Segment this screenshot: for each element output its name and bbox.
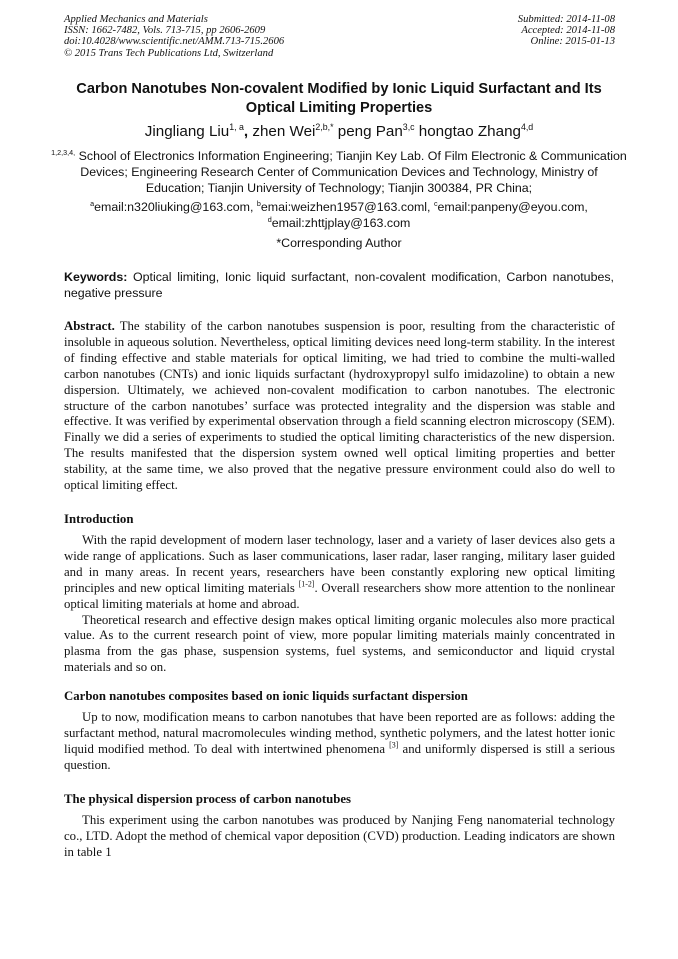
- author-affil-marker: 2,b,*: [315, 121, 334, 132]
- abstract-label: Abstract.: [64, 319, 115, 333]
- section-heading-dispersion: The physical dispersion process of carbon nanotubes: [64, 792, 352, 806]
- email-address[interactable]: emai:weizhen1957@163.coml,: [260, 200, 431, 214]
- section-composites-body: [64, 710, 615, 774]
- author-affil-marker: 4,d: [520, 121, 534, 132]
- section-dispersion-body: [64, 813, 615, 861]
- affiliation-marker: 1,2,3,4,: [51, 147, 76, 157]
- keywords: [64, 269, 614, 301]
- abstract-text: The stability of the carbon nanotubes suspension is poor, resulting from the characteristic of insoluble in aqueous solution. Nevertheless, optical limiting devices need long-term stability. In the interest of finding effective and stable materials for optical limiting, we had tried to combine the multi-walled carbon nanotubes (CNTs) and ionic liquids surfactant (hydroxypropyl sulfo imidazoline) to obtain a new dispersion. Ultimately, we achieved non-covalent modification to carbon nanotubes. The electronic structure of the carbon nanotubes’ surface was protected integrality and the dispersion was stable and effective. It was verified by experimental observation through a field scanning electron microscopy (SEM). Finally we did a series of experiments to studied the optical limiting characteristics of the new dispersion. The results manifested that the dispersion system owned well optical limiting properties and better stability, at the same time, we also proved that the negative pressure environment could also do well to optical limiting effect.: [64, 319, 616, 493]
- citation-ref[interactable]: [3]: [389, 740, 399, 750]
- paragraph-text: and uniformly dispersed is still a serious question.: [64, 741, 616, 772]
- affiliation-text: School of Electronics Information Engineering; Tianjin Key Lab. Of Film Electronic & Communication Devices; Engineering Research Center of Communication Devices and Technology, Ministry of Education; Tianjin University of Technology; Tianjin 300384, PR China;: [78, 149, 627, 195]
- online-date: Online: 2015-01-13: [530, 36, 615, 48]
- email-list: [50, 199, 628, 231]
- author-name: peng Pan: [337, 123, 403, 140]
- section-heading-introduction: Introduction: [64, 512, 134, 526]
- dates-header: [518, 14, 615, 48]
- paragraph: This experiment using the carbon nanotubes was produced by Nanjing Feng nanomaterial technology co., LTD. Adopt the method of chemical vapor deposition (CVD) production. Leading indicators are shown in table 1: [64, 813, 615, 859]
- submitted-date: Submitted: 2014-11-08: [517, 14, 615, 25]
- paragraph-text: Up to now, modification means to carbon nanotubes that have been reported are as follows: adding the surfactant method, natural macromolecules winding method, synthetic polymers, and the latest hotter ionic liquid modified method. To deal with intertwined phenomena: [64, 710, 615, 756]
- author-affil-marker: 1, a: [229, 121, 244, 132]
- email-marker: c: [433, 198, 438, 208]
- paragraph: [64, 710, 615, 774]
- email-address[interactable]: email:zhttjplay@163.com: [271, 216, 411, 230]
- author-affil-marker: 3,c: [402, 121, 415, 132]
- keywords-text: Optical limiting, Ionic liquid surfactant, non-covalent modification, Carbon nanotubes, negative pressure: [64, 270, 614, 300]
- paragraph: Theoretical research and effective design makes optical limiting organic molecules also more practical value. As to the current research point of view, more popular limiting materials mainly concentrated in plasma from the gas phase, suspension systems, fuel systems, and semiconductor and liquid crystal materials and so on.: [64, 612, 615, 675]
- author-name: hongtao Zhang: [418, 123, 521, 140]
- paragraph-text: With the rapid development of modern laser technology, laser and a variety of laser devices also gets a wide range of applications. Such as laser communications, laser radar, laser ranging, military laser guided and in many areas. In recent years, researchers have been constantly exploring new optical limiting principles and new optical limiting materials: [64, 533, 615, 595]
- journal-doi: doi:10.4028/www.scientific.net/AMM.713-715.2606: [64, 36, 285, 48]
- author-name: zhen Wei: [252, 123, 316, 140]
- affiliation: [50, 148, 628, 196]
- journal-name: Applied Mechanics and Materials: [64, 14, 208, 25]
- journal-issn: ISSN: 1662-7482, Vols. 713-715, pp 2606-2609: [64, 25, 266, 37]
- paragraph: [64, 533, 615, 613]
- author-name: Jingliang Liu: [144, 123, 230, 140]
- paragraph-text: . Overall researchers show more attention to the nonlinear optical limiting materials at home and abroad.: [64, 580, 616, 611]
- journal-header: [64, 14, 284, 59]
- email-marker: d: [267, 214, 272, 224]
- email-marker: a: [90, 198, 95, 208]
- section-heading-composites: Carbon nanotubes composites based on ionic liquids surfactant dispersion: [64, 689, 468, 703]
- author-list: Jingliang Liu$^{1, a}$, zhen Wei$^{2,b,*}$ peng Pan$^{3,c}$ hongtao Zhang$^{4,d}$: [144, 121, 534, 140]
- email-address[interactable]: email:panpeny@eyou.com,: [437, 200, 588, 214]
- keywords-label: Keywords:: [64, 270, 128, 284]
- introduction-body: [64, 533, 615, 676]
- accepted-date: Accepted: 2014-11-08: [521, 25, 615, 37]
- email-address[interactable]: email:n320liuking@163.com,: [94, 200, 254, 214]
- journal-copyright: © 2015 Trans Tech Publications Ltd, Switzerland: [64, 47, 274, 59]
- email-marker: b: [256, 198, 261, 208]
- corresponding-author-note: *Corresponding Author: [276, 236, 402, 250]
- paper-title: Carbon Nanotubes Non-covalent Modified by Ionic Liquid Surfactant and Its Optical Limiting Properties: [76, 81, 602, 116]
- abstract: [64, 319, 615, 494]
- citation-ref[interactable]: [1-2]: [298, 579, 315, 589]
